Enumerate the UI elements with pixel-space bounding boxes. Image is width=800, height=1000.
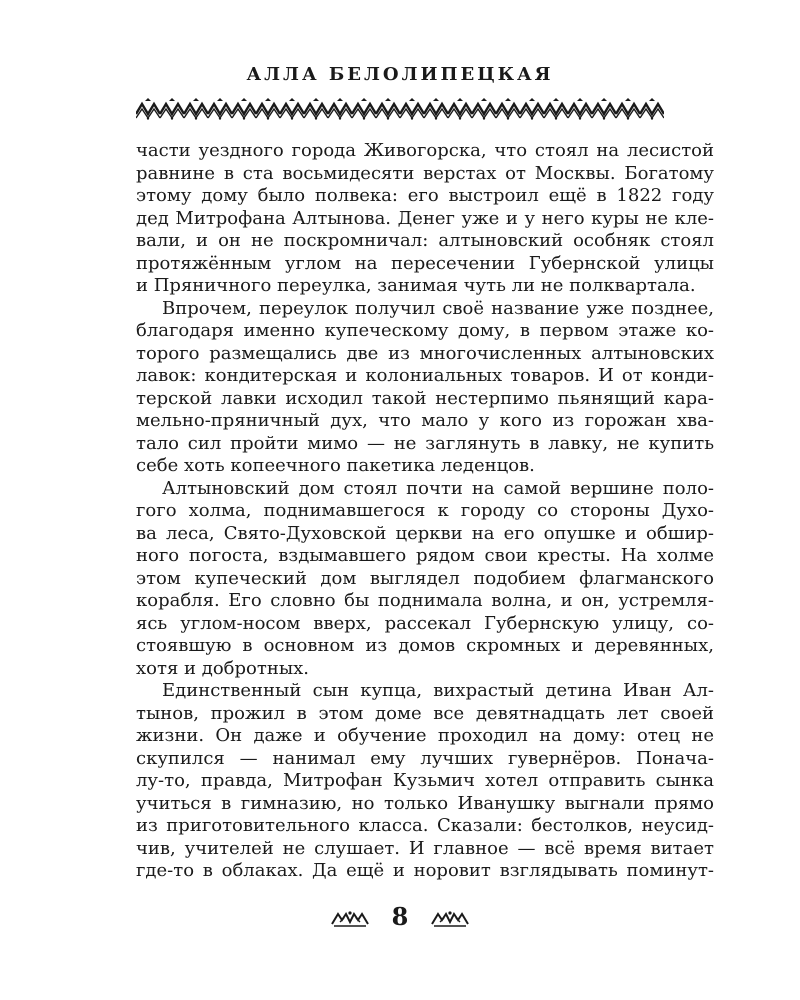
text-line: дед Митрофана Алтынова. Денег уже и у него куры не кле- xyxy=(136,207,714,229)
text-line: жизни. Он даже и обучение проходил на дому: отец не xyxy=(136,725,714,746)
text-line: чив, учителей не слушает. И главное — всё время витает xyxy=(136,837,714,859)
text-line: мельно-пряничный дух, что мало у кого из горожан хва- xyxy=(136,410,714,431)
text-line: учиться в гимназию, но только Иванушку выгнали прямо xyxy=(136,792,714,814)
text-line: Впрочем, переулок получил своё название уже позднее, xyxy=(162,297,714,319)
text-line: Алтыновский дом стоял почти на самой вершине поло- xyxy=(162,477,714,499)
text-line: протяжённым углом на пересечении Губернской улицы xyxy=(136,252,714,274)
text-line: и Пряничного переулка, занимая чуть ли не полквартала. xyxy=(136,275,696,296)
text-line: равнине в ста восьмидесяти верстах от Москвы. Богатому xyxy=(136,162,714,184)
text-line: тало сил пройти мимо — не заглянуть в лавку, не купить xyxy=(136,432,714,454)
folio-ornament-right-icon xyxy=(430,910,470,928)
text-line: из приготовительного класса. Сказали: бестолков, неусид- xyxy=(136,815,714,836)
text-line: хотя и добротных. xyxy=(136,657,310,679)
text-line: Единственный сын купца, вихрастый детина Иван Ал- xyxy=(162,680,714,701)
text-line: где-то в облаках. Да ещё и норовит взглядывать поминут- xyxy=(136,860,714,881)
text-line: торого размещались две из многочисленных алтыновских xyxy=(136,342,714,364)
text-line: части уездного города Живогорска, что стоял на лесистой xyxy=(136,140,714,161)
text-line: этом купеческий дом выглядел подобием флагманского xyxy=(136,567,714,589)
folio-ornament-left-icon xyxy=(330,910,370,928)
text-line: лавок: кондитерская и колониальных товаров. И от конди- xyxy=(136,365,714,386)
text-line: вали, и он не поскромничал: алтыновский особняк стоял xyxy=(136,230,714,251)
text-line: гого холма, поднимавшегося к городу со стороны Духо- xyxy=(136,500,714,521)
page-footer xyxy=(0,900,800,936)
text-line: лу-то, правда, Митрофан Кузьмич хотел отправить сынка xyxy=(136,770,714,791)
text-line: благодаря именно купеческому дому, в первом этаже ко- xyxy=(136,320,714,341)
text-line: ва леса, Свято-Духовской церкви на его опушке и обшир- xyxy=(136,522,714,544)
text-line: стоявшую в основном из домов скромных и деревянных, xyxy=(136,635,714,656)
page-number: 8 xyxy=(391,902,409,931)
running-header-author: АЛЛА БЕЛОЛИПЕЦКАЯ xyxy=(246,64,554,85)
body-text xyxy=(136,140,714,883)
text-line: корабля. Его словно бы поднимала волна, и он, устремля- xyxy=(136,590,714,611)
text-line: терской лавки исходил такой нестерпимо пьянящий кара- xyxy=(136,387,714,409)
text-line: этому дому было полвека: его выстроил ещё в 1822 году xyxy=(136,185,714,206)
text-line: ного погоста, вздымавшего рядом свои кресты. На холме xyxy=(136,545,714,566)
ornament-band-icon xyxy=(136,98,664,120)
text-line: тынов, прожил в этом доме все девятнадцать лет своей xyxy=(136,702,714,724)
text-line: себе хоть копеечного пакетика леденцов. xyxy=(136,455,535,476)
text-line: ясь углом-носом вверх, рассекал Губернскую улицу, со- xyxy=(136,612,714,634)
text-line: скупился — нанимал ему лучших гувернёров. Понача- xyxy=(136,747,714,769)
